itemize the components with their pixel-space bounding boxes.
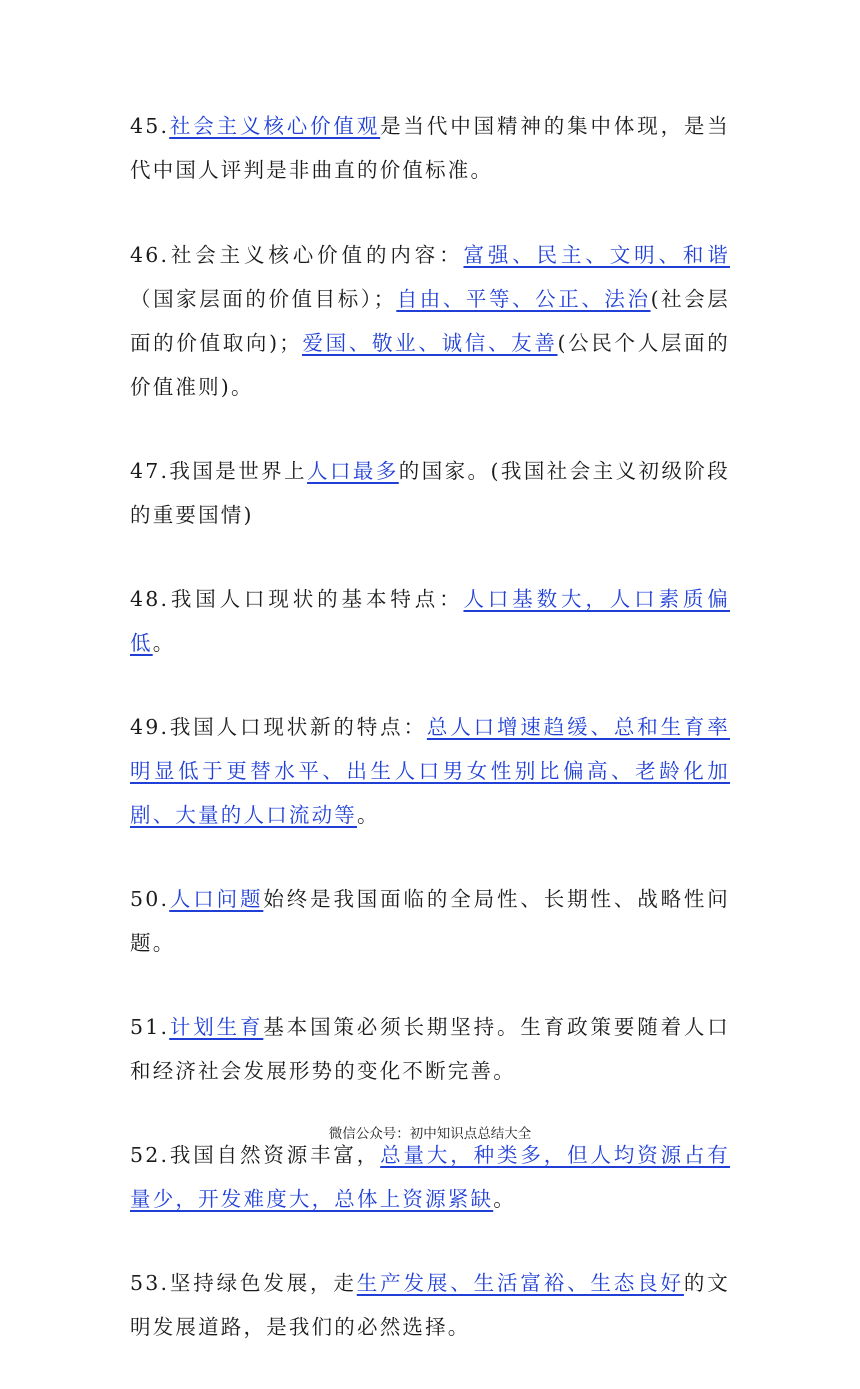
highlight-text: 总人口增速趋缓、总和生育率明显低于更替水平、出生人口男女性别比偏高、老龄化加剧、大量的人口流动等 [130,715,730,827]
document-body [130,104,730,1389]
item-text: 是当代中国精神的集中体现，是当代中国人评判是非曲直的价值标准。 [130,114,730,182]
item-text: 52.我国自然资源丰富， [130,1143,381,1167]
highlight-text: 总量大，种类多，但人均资源占有量少，开发难度大，总体上资源紧缺 [130,1143,730,1211]
highlight-text: 社会主义核心价值观 [169,114,381,138]
item-text: 46.社会主义核心价值的内容： [130,243,464,267]
footer-wechat-account: 微信公众号：初中知识点总结大全 [328,1126,532,1142]
item-text: 49.我国人口现状新的特点： [130,715,427,739]
item-48 [130,577,730,665]
item-text: (社会层面的价值取向)； [130,287,730,355]
item-text: 。 [152,631,176,655]
item-46 [130,233,730,409]
item-53 [130,1261,730,1349]
item-text: (公民个人层面的价值准则)。 [130,331,730,399]
item-45 [130,104,730,192]
item-text: 基本国策必须长期坚持。生育政策要随着人口和经济社会发展形势的变化不断完善。 [130,1015,730,1083]
highlight-text: 爱国、敬业、诚信、友善 [302,331,558,355]
item-text: （国家层面的价值目标）； [130,287,397,311]
item-51 [130,1005,730,1093]
item-47 [130,449,730,537]
highlight-text: 人口最多 [307,459,399,483]
item-52 [130,1133,730,1221]
highlight-text: 生产发展、生活富裕、生态良好 [356,1271,684,1295]
item-text: 47.我国是世界上 [130,459,308,483]
item-number: 45. [130,114,170,138]
item-text: 始终是我国面临的全局性、长期性、战略性问题。 [130,887,730,955]
highlight-text: 自由、平等、公正、法治 [396,287,651,311]
item-text: 。 [493,1187,516,1211]
item-text: 的文明发展道路，是我们的必然选择。 [130,1271,730,1339]
item-number: 50. [130,887,170,911]
item-text: 。 [357,803,380,827]
highlight-text: 富强、民主、文明、和谐 [463,243,730,267]
highlight-text: 人口基数大，人口素质偏低 [130,587,730,655]
item-text: 的国家。(我国社会主义初级阶段的重要国情) [130,459,731,527]
highlight-text: 计划生育 [169,1015,264,1039]
item-number: 51. [130,1015,170,1039]
highlight-text: 人口问题 [169,887,264,911]
item-49 [130,705,730,837]
item-text: 53.坚持绿色发展，走 [130,1271,357,1295]
item-text: 48.我国人口现状的基本特点： [130,587,464,611]
item-50 [130,877,730,965]
